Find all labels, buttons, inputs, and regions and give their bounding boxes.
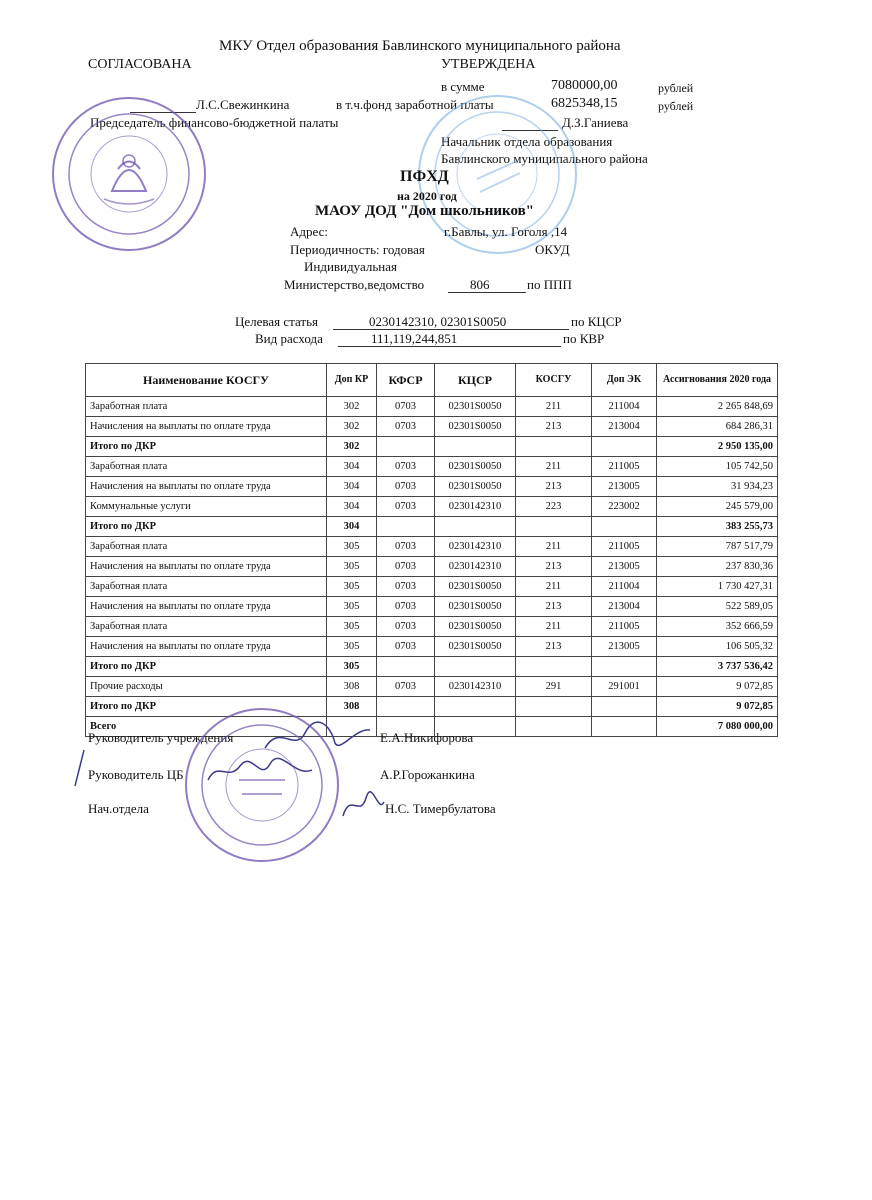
table-cell-dopkr: 304 [327,477,377,497]
column-header: Ассигнования 2020 года [657,364,778,397]
table-cell-dopek: 213004 [592,597,657,617]
table-cell-dopek: 211005 [592,457,657,477]
table-cell-name: Прочие расходы [86,677,327,697]
table-cell-name: Начисления на выплаты по оплате труда [86,597,327,617]
table-cell-kosgu [516,657,592,677]
table-total-row [86,517,778,537]
table-cell-kosgu: 223 [516,497,592,517]
approved-label: УТВЕРЖДЕНА [441,57,536,72]
doc-year: на 2020 год [397,189,457,203]
table-total-row [86,657,778,677]
table-cell-kcsr: 02301S0050 [435,597,516,617]
column-header: КФСР [377,364,435,397]
table-cell-dopkr: 302 [327,397,377,417]
signature-scribble-icon [338,788,388,822]
table-cell-amount: 1 730 427,31 [657,577,778,597]
table-cell-kosgu: 213 [516,637,592,657]
table-cell-kfsr: 0703 [377,397,435,417]
margin-mark-icon [72,748,86,788]
table-cell-kcsr: 02301S0050 [435,457,516,477]
table-cell-kfsr: 0703 [377,457,435,477]
table-cell-kcsr: 02301S0050 [435,417,516,437]
wage-fund-unit: рублей [658,99,694,113]
table-row [86,677,778,697]
column-header: КОСГУ [516,364,592,397]
table-cell-dopkr: 305 [327,537,377,557]
table-cell-kosgu: 211 [516,617,592,637]
table-cell-name: Заработная плата [86,617,327,637]
agreed-label: СОГЛАСОВАНА [88,57,192,72]
table-cell-kfsr: 0703 [377,537,435,557]
table-cell-kfsr [377,657,435,677]
table-cell-amount: 684 286,31 [657,417,778,437]
table-cell-dopkr: 305 [327,597,377,617]
doc-title: ПФХД [400,168,449,185]
table-cell-dopek: 213005 [592,637,657,657]
table-cell-dopek [592,437,657,457]
table-cell-kosgu [516,717,592,737]
table-cell-kosgu: 213 [516,477,592,497]
table-cell-name: Начисления на выплаты по оплате труда [86,557,327,577]
expense-suffix: по КВР [563,331,605,346]
table-cell-kosgu: 211 [516,397,592,417]
table-cell-kosgu: 211 [516,537,592,557]
table-cell-dopek: 213004 [592,417,657,437]
table-cell-kcsr: 02301S0050 [435,577,516,597]
table-cell-amount: 352 666,59 [657,617,778,637]
table-total-row [86,437,778,457]
table-cell-kcsr: 02301S0050 [435,637,516,657]
table-cell-dopek: 213005 [592,477,657,497]
table-cell-dopkr: 302 [327,437,377,457]
table-cell-kcsr: 0230142310 [435,537,516,557]
sum-value: 7080000,00 [551,78,618,93]
dept-name: Н.С. Тимербулатова [385,801,496,816]
official-seal-icon [185,708,339,862]
table-cell-name: Заработная плата [86,457,327,477]
table-row [86,477,778,497]
table-cell-amount: 787 517,79 [657,537,778,557]
target-suffix: по КЦСР [571,314,622,329]
individual-label: Индивидуальная [304,259,397,274]
table-cell-amount: 31 934,23 [657,477,778,497]
sum-unit: рублей [658,81,694,95]
table-cell-name: Итого по ДКР [86,437,327,457]
wage-fund-value: 6825348,15 [551,96,618,111]
table-cell-name: Коммунальные услуги [86,497,327,517]
table-cell-kosgu: 211 [516,577,592,597]
table-cell-kosgu [516,697,592,717]
table-cell-kfsr: 0703 [377,477,435,497]
head-label: Руководитель учреждения [88,730,234,745]
table-cell-dopkr: 305 [327,557,377,577]
table-cell-kcsr: 0230142310 [435,497,516,517]
table-cell-dopkr: 305 [327,577,377,597]
table-cell-name: Заработная плата [86,577,327,597]
table-cell-dopek [592,697,657,717]
table-cell-kcsr: 02301S0050 [435,477,516,497]
head-name: Е.А.Никифорова [380,730,474,745]
table-cell-dopek: 211004 [592,577,657,597]
table-cell-dopkr: 304 [327,517,377,537]
table-row [86,457,778,477]
table-cell-dopkr: 302 [327,417,377,437]
table-cell-kfsr [377,437,435,457]
table-row [86,617,778,637]
column-header: Доп ЭК [592,364,657,397]
wage-fund-label: в т.ч.фонд заработной платы [336,97,494,112]
left-position: Председатель финансово-бюджетной палаты [90,115,339,130]
table-cell-kfsr [377,517,435,537]
table-cell-dopek: 211005 [592,617,657,637]
table-cell-dopek [592,517,657,537]
table-cell-kosgu [516,437,592,457]
table-cell-dopkr: 308 [327,697,377,717]
budget-table [85,363,778,737]
dept-label: Нач.отдела [88,801,149,816]
table-cell-kcsr [435,657,516,677]
table-cell-dopek [592,717,657,737]
expense-label: Вид расхода [255,331,323,346]
table-cell-dopkr: 304 [327,457,377,477]
table-cell-kosgu: 291 [516,677,592,697]
table-cell-dopek: 213005 [592,557,657,577]
table-cell-kcsr [435,697,516,717]
table-cell-kfsr: 0703 [377,677,435,697]
right-position-2: Бавлинского муниципального района [441,151,648,166]
ministry-value: 806 [470,277,490,292]
column-header: Доп КР [327,364,377,397]
table-body [86,397,778,737]
signer-left: Л.С.Свежинкина [196,97,290,112]
table-cell-name: Всего [86,717,327,737]
cb-name: А.Р.Горожанкина [380,767,475,782]
table-cell-dopkr: 305 [327,657,377,677]
table-cell-kcsr: 0230142310 [435,557,516,577]
table-cell-amount: 2 950 135,00 [657,437,778,457]
table-row [86,497,778,517]
table-cell-kcsr: 0230142310 [435,677,516,697]
table-cell-dopek [592,657,657,677]
target-label: Целевая статья [235,314,319,329]
sum-label: в сумме [441,79,485,94]
table-cell-name: Заработная плата [86,397,327,417]
table-cell-kosgu: 213 [516,597,592,617]
table-cell-amount: 3 737 536,42 [657,657,778,677]
table-cell-name: Заработная плата [86,537,327,557]
table-cell-amount: 522 589,05 [657,597,778,617]
table-row [86,537,778,557]
okud-label: ОКУД [535,242,570,257]
table-cell-amount: 383 255,73 [657,517,778,537]
cb-label: Руководитель ЦБ [88,767,184,782]
table-cell-dopek: 291001 [592,677,657,697]
table-cell-kcsr: 02301S0050 [435,617,516,637]
table-cell-name: Итого по ДКР [86,517,327,537]
table-row [86,597,778,617]
table-cell-amount: 9 072,85 [657,697,778,717]
table-header-row [86,364,778,397]
table-cell-dopkr: 308 [327,677,377,697]
table-row [86,397,778,417]
signer-right: Д.З.Ганиева [562,115,629,130]
table-cell-amount: 245 579,00 [657,497,778,517]
table-cell-dopkr: 304 [327,497,377,517]
table-cell-name: Начисления на выплаты по оплате труда [86,477,327,497]
table-cell-kosgu: 213 [516,417,592,437]
table-cell-amount: 9 072,85 [657,677,778,697]
table-cell-name: Начисления на выплаты по оплате труда [86,417,327,437]
table-cell-amount: 7 080 000,00 [657,717,778,737]
table-cell-amount: 106 505,32 [657,637,778,657]
table-cell-dopek: 211005 [592,537,657,557]
table-cell-kfsr: 0703 [377,557,435,577]
address-label: Адрес: [290,224,328,239]
table-cell-kcsr: 02301S0050 [435,397,516,417]
table-cell-kosgu: 211 [516,457,592,477]
table-cell-name: Начисления на выплаты по оплате труда [86,637,327,657]
table-row [86,637,778,657]
table-cell-amount: 2 265 848,69 [657,397,778,417]
right-position-1: Начальник отдела образования [441,134,613,149]
table-cell-name: Итого по ДКР [86,697,327,717]
column-header: Наименование КОСГУ [86,364,327,397]
table-cell-dopek: 211004 [592,397,657,417]
table-cell-name: Итого по ДКР [86,657,327,677]
table-cell-dopek: 223002 [592,497,657,517]
table-cell-kosgu [516,517,592,537]
table-cell-kfsr: 0703 [377,617,435,637]
periodicity: Периодичность: годовая [290,242,425,257]
table-cell-kfsr: 0703 [377,597,435,617]
table-row [86,577,778,597]
target-value: 0230142310, 02301S0050 [369,314,507,329]
address-value: г.Бавлы, ул. Гоголя ,14 [444,224,568,239]
table-row [86,417,778,437]
table-row [86,557,778,577]
table-cell-dopkr: 305 [327,637,377,657]
expense-value: 111,119,244,851 [371,331,458,346]
table-cell-kfsr: 0703 [377,417,435,437]
table-cell-amount: 105 742,50 [657,457,778,477]
table-cell-kcsr [435,517,516,537]
official-seal-icon [52,97,206,251]
table-cell-kfsr [377,697,435,717]
table-cell-amount: 237 830,36 [657,557,778,577]
table-cell-kfsr: 0703 [377,577,435,597]
table-cell-dopkr: 305 [327,617,377,637]
organization-title: МКУ Отдел образования Бавлинского муниципального района [219,38,621,54]
column-header: КЦСР [435,364,516,397]
table-cell-kcsr [435,437,516,457]
table-cell-kfsr: 0703 [377,497,435,517]
table-cell-kosgu: 213 [516,557,592,577]
ministry-label: Министерство,ведомство [284,277,425,292]
table-cell-kfsr: 0703 [377,637,435,657]
institution-name: МАОУ ДОД "Дом школьников" [315,203,535,219]
ministry-suffix: по ППП [527,277,572,292]
